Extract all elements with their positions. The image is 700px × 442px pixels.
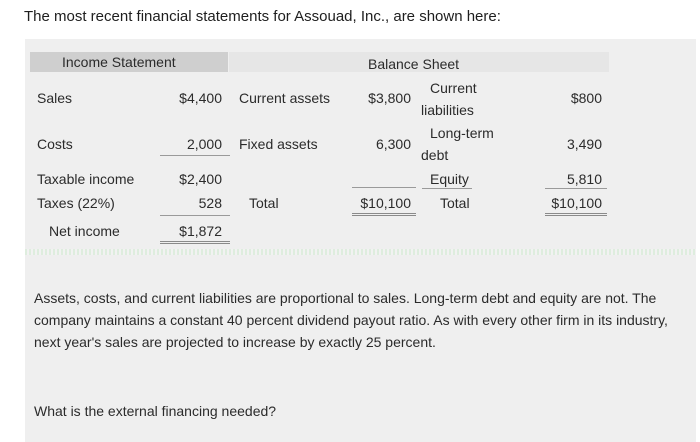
problem-narrative: Assets, costs, and current liabilities are proportional to sales. Long-term debt and equity are not. The company maintains a constant 40 percent dividend payout ratio. As with every other firm in its industry, next year's sales are projected to increase by exactly 25 percent.	[34, 290, 668, 350]
question-text: What is the external financing needed?	[34, 403, 277, 419]
fixed-assets-label: Fixed assets	[239, 136, 318, 152]
assets-underline	[352, 187, 416, 188]
current-liabilities-label-line1: Current	[430, 80, 477, 96]
fixed-assets-value: 6,300	[375, 136, 411, 152]
equity-value: 5,810	[566, 171, 602, 187]
sales-label: Sales	[37, 90, 73, 106]
liabilities-total-label: Total	[440, 195, 470, 211]
assets-total-double-underline	[352, 213, 416, 216]
divider-stripe	[25, 249, 696, 255]
liabilities-total-double-underline	[545, 213, 607, 216]
costs-underline	[160, 155, 230, 156]
current-assets-label: Current assets	[239, 90, 331, 106]
taxes-label: Taxes (22%)	[37, 195, 115, 211]
balance-sheet-title: Balance Sheet	[368, 56, 460, 72]
net-income-label: Net income	[49, 223, 120, 239]
taxable-income-label: Taxable income	[37, 171, 135, 187]
current-liabilities-label-line2: liabilities	[421, 102, 474, 118]
equity-underline	[545, 188, 607, 189]
net-income-value: $1,872	[179, 223, 222, 239]
equity-label-underline	[422, 188, 472, 189]
assets-total-value: $10,100	[360, 195, 411, 211]
taxes-value: 528	[198, 195, 222, 211]
costs-label: Costs	[37, 136, 73, 152]
equity-label: Equity	[430, 171, 469, 187]
taxable-income-value: $2,400	[179, 171, 222, 187]
liabilities-total-value: $10,100	[551, 195, 602, 211]
current-liabilities-value: $800	[570, 90, 602, 106]
long-term-debt-label-line1: Long-term	[430, 125, 494, 141]
long-term-debt-label-line2: debt	[421, 147, 449, 163]
assets-total-label: Total	[249, 195, 279, 211]
long-term-debt-value: 3,490	[566, 136, 602, 152]
sales-value: $4,400	[179, 90, 222, 106]
taxes-underline	[160, 215, 230, 216]
income-statement-title: Income Statement	[62, 54, 176, 70]
net-income-double-underline	[160, 241, 230, 244]
costs-value: 2,000	[186, 136, 222, 152]
problem-prompt: The most recent financial statements for Assouad, Inc., are shown here:	[24, 8, 501, 25]
current-assets-value: $3,800	[368, 90, 411, 106]
